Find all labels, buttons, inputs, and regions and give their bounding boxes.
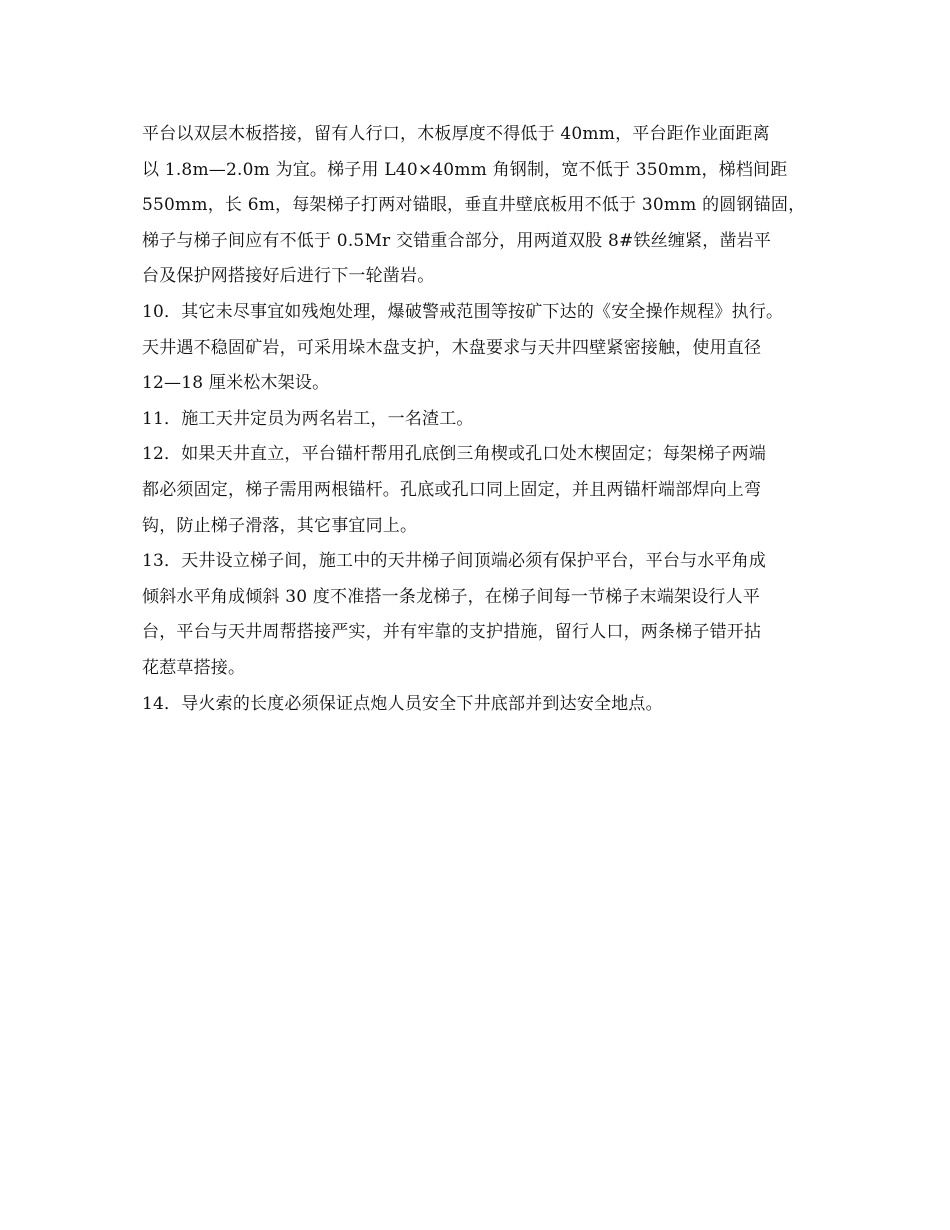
- text-line: 天井遇不稳固矿岩，可采用垛木盘支护，木盘要求与天井四壁紧密接触，使用直径: [142, 337, 762, 358]
- text-line: 13．天井设立梯子间，施工中的天井梯子间顶端必须有保护平台，平台与水平角成: [142, 551, 767, 572]
- text-line: 台及保护网搭接好后进行下一轮凿岩。: [142, 266, 435, 287]
- text-line: 12．如果天井直立，平台锚杆帮用孔底倒三角楔或孔口处木楔固定；每架梯子两端: [142, 444, 767, 465]
- text-line: 倾斜水平角成倾斜 30 度不准搭一条龙梯子，在梯子间每一节梯子末端架设行人平: [142, 586, 761, 607]
- text-line: 11．施工天井定员为两名岩工，一名渣工。: [142, 408, 474, 429]
- text-line: 14．导火索的长度必须保证点炮人员安全下井底部并到达安全地点。: [142, 693, 663, 714]
- text-line: 12—18 厘米松木架设。: [142, 373, 330, 394]
- text-line: 钩，防止梯子滑落，其它事宜同上。: [142, 515, 418, 536]
- text-line: 550mm，长 6m，每架梯子打两对锚眼，垂直井壁底板用不低于 30mm 的圆钢锚固，: [142, 195, 806, 216]
- text-line: 平台以双层木板搭接，留有人行口，木板厚度不得低于 40mm，平台距作业面距离: [142, 124, 770, 144]
- text-line: 以 1.8m—2.0m 为宜。梯子用 L40×40mm 角钢制，宽不低于 350mm，梯档间距: [142, 159, 788, 180]
- document-body: [142, 117, 842, 722]
- text-line: 台，平台与天井周帮搭接严实，并有牢靠的支护措施，留行人口，两条梯子错开拈: [142, 622, 762, 643]
- text-line: 花惹草搭接。: [142, 657, 246, 678]
- text-line: 梯子与梯子间应有不低于 0.5Mr 交错重合部分，用两道双股 8#铁丝缠紧，凿岩平: [142, 230, 772, 251]
- text-line: 10．其它未尽事宜如残炮处理，爆破警戒范围等按矿下达的《安全操作规程》执行。: [142, 301, 784, 322]
- text-line: 都必须固定，梯子需用两根锚杆。孔底或孔口同上固定，并且两锚杆端部焊向上弯: [142, 479, 762, 500]
